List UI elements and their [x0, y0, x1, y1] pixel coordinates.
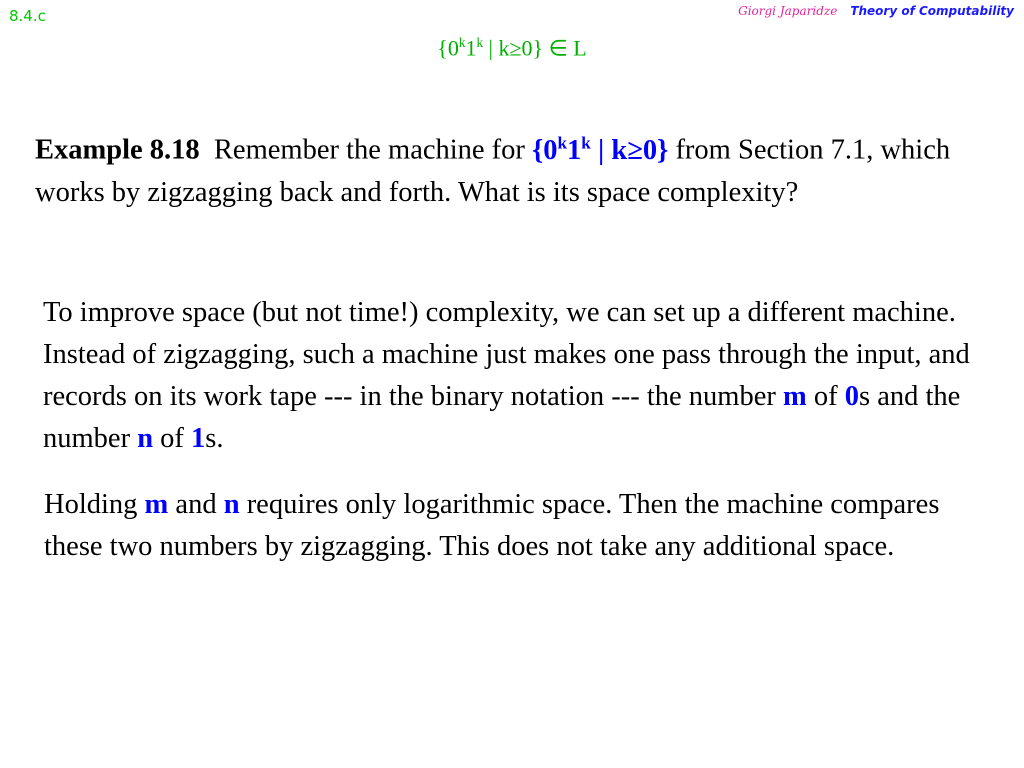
var-n: n: [223, 489, 240, 520]
title-one: 1: [465, 35, 477, 61]
example-paragraph: [35, 122, 1010, 214]
p3-text2: requires only logarithmic space. Then the machine compares these two numbers by zigzagging. This does not take any additional space.: [44, 489, 940, 562]
example-text-before: Remember the machine for: [213, 134, 525, 166]
slide-number: 8.4.c: [9, 7, 46, 25]
header-credits: [738, 4, 1014, 19]
title-set-open: {0: [437, 35, 459, 61]
set-sup-k1: k: [557, 133, 568, 152]
p2-text2: s and the number: [43, 381, 961, 454]
set-rest: | k≥0}: [590, 134, 669, 166]
language-set: [532, 135, 668, 166]
title-rest: | k≥0} ∈ L: [483, 35, 587, 61]
set-open: {0: [532, 134, 558, 166]
p3-and: and: [175, 489, 217, 520]
var-m: m: [144, 489, 169, 520]
set-sup-k2: k: [581, 133, 591, 152]
symbol-one: 1: [191, 423, 206, 454]
p2-of2: of: [160, 423, 184, 454]
course-title: Theory of Computability: [850, 4, 1014, 18]
symbol-zero: 0: [844, 381, 859, 412]
p2-text3: s.: [205, 423, 224, 454]
slide-title: [0, 35, 1024, 61]
title-sup-k1: k: [458, 35, 466, 50]
p2-of1: of: [813, 381, 838, 412]
logspace-paragraph: [44, 484, 994, 568]
set-one: 1: [567, 134, 582, 166]
var-m: m: [782, 381, 807, 412]
var-n: n: [137, 423, 154, 454]
author-name: Giorgi Japaridze: [738, 4, 838, 18]
example-label: Example 8.18: [35, 134, 200, 166]
p3-text1: Holding: [44, 489, 138, 520]
p2-text1: To improve space (but not time!) complexity, we can set up a different machine. Instead of zigzagging, such a machine just makes one pass through the input, and records on its work tape --- in the binary notation --- the number: [43, 297, 970, 412]
improvement-paragraph: [43, 292, 1013, 460]
example-text-after: from Section 7.1, which works by zigzagging back and forth. What is its space complexity?: [35, 134, 951, 208]
title-sup-k2: k: [476, 35, 484, 50]
